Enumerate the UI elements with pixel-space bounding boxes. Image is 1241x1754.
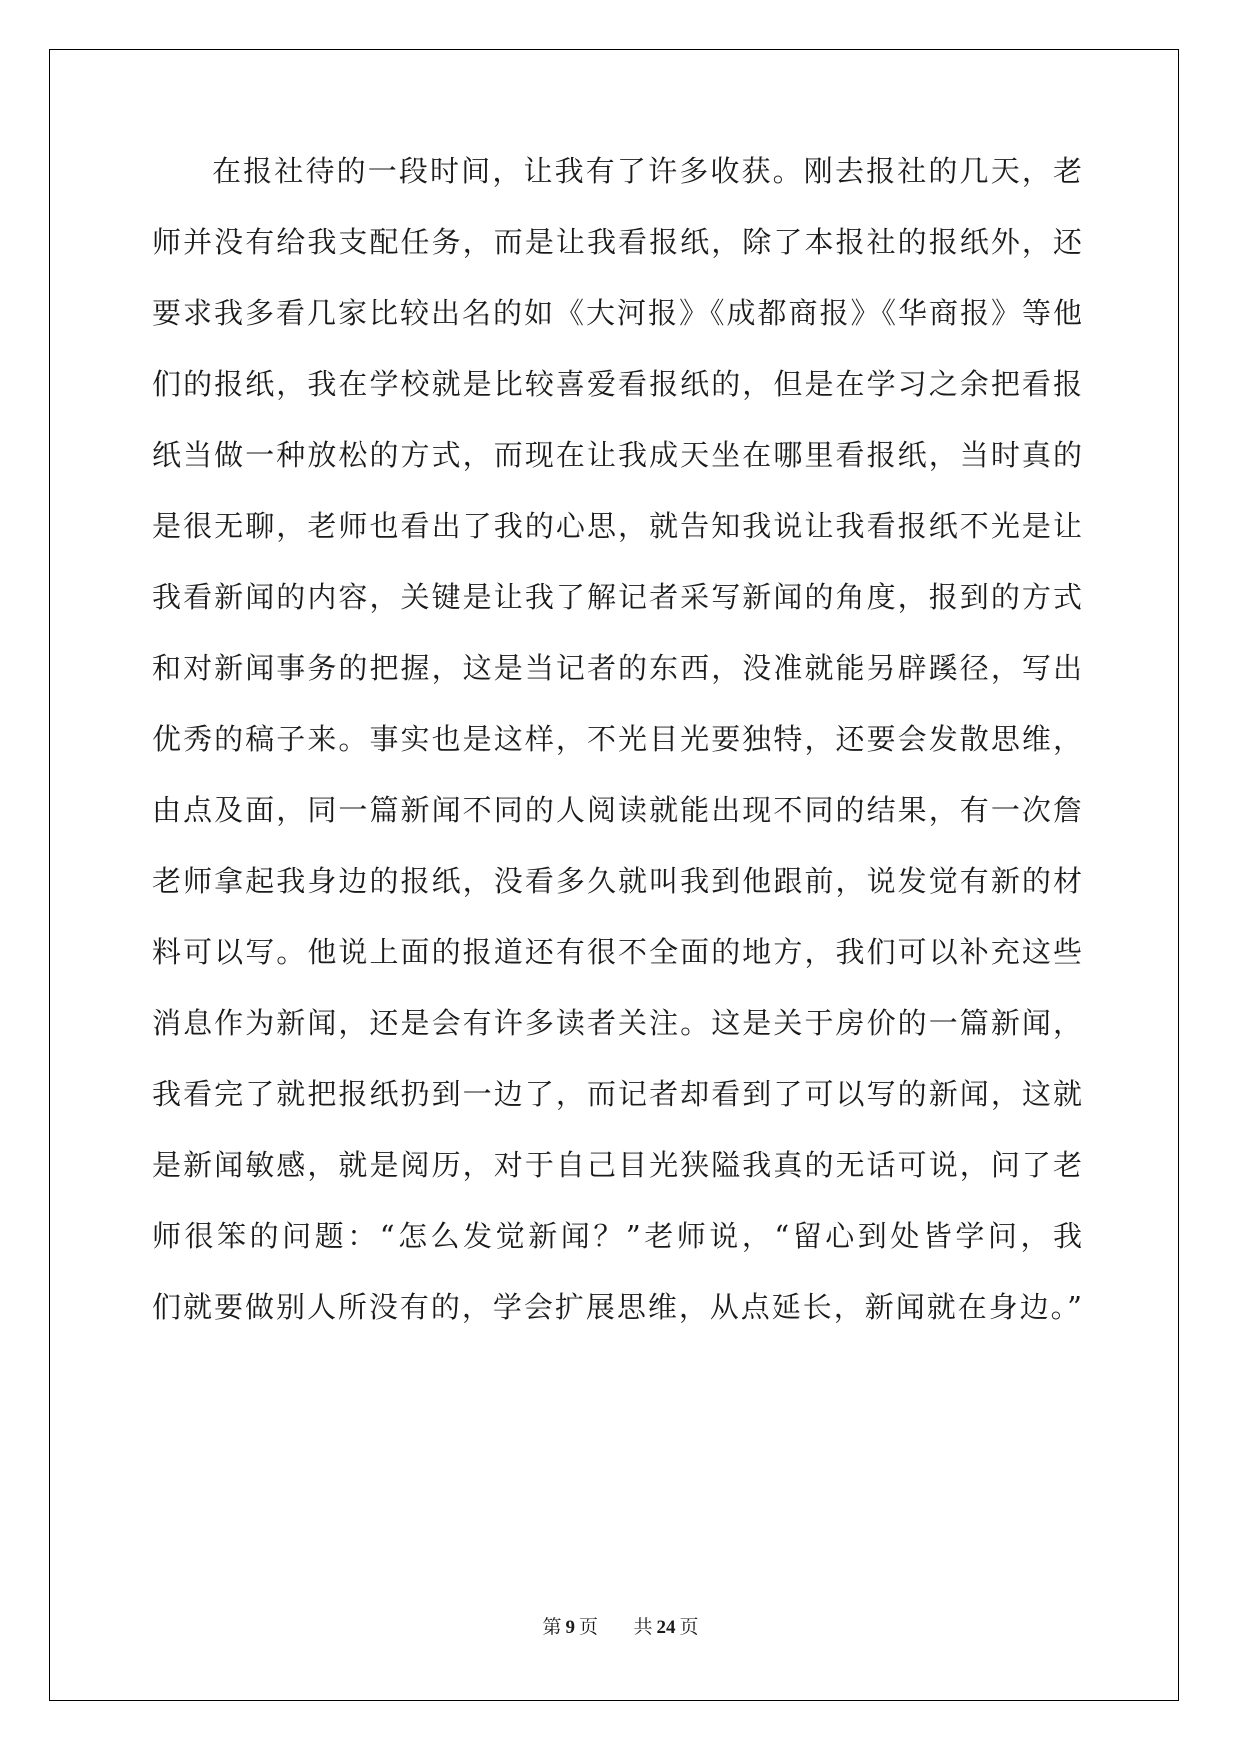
page-prefix: 第 [542,1617,562,1638]
page-footer [0,1612,1241,1639]
text-line: 我看完了就把报纸扔到一边了，而记者却看到了可以写的新闻，这就 [152,1077,1082,1111]
text-line: 老师拿起我身边的报纸，没看多久就叫我到他跟前，说发觉有新的材 [152,864,1082,898]
total-pages: 24 [656,1617,676,1638]
text-line: 和对新闻事务的把握，这是当记者的东西，没准就能另辟蹊径，写出 [152,651,1082,685]
text-line: 师并没有给我支配任务，而是让我看报纸，除了本报社的报纸外，还 [152,225,1082,259]
text-line: 要求我多看几家比较出名的如《大河报》《成都商报》《华商报》等他 [152,296,1082,330]
text-line: 们就要做别人所没有的，学会扩展思维，从点延长，新闻就在身边。” [152,1290,1082,1324]
page-number: 9 [565,1617,575,1638]
page-suffix: 页 [578,1617,598,1638]
text-line: 由点及面，同一篇新闻不同的人阅读就能出现不同的结果，有一次詹 [152,793,1082,827]
text-line: 我看新闻的内容，关键是让我了解记者采写新闻的角度，报到的方式 [152,580,1082,614]
text-line: 料可以写。他说上面的报道还有很不全面的地方，我们可以补充这些 [152,935,1082,969]
text-line: 纸当做一种放松的方式，而现在让我成天坐在哪里看报纸，当时真的 [152,438,1082,472]
text-line: 师很笨的问题：“怎么发觉新闻？”老师说，“留心到处皆学问，我 [152,1219,1082,1253]
text-line: 们的报纸，我在学校就是比较喜爱看报纸的，但是在学习之余把看报 [152,367,1082,401]
total-suffix: 页 [679,1617,699,1638]
text-line: 在报社待的一段时间，让我有了许多收获。刚去报社的几天，老 [212,154,1082,188]
text-line: 是新闻敏感，就是阅历，对于自己目光狭隘我真的无话可说，问了老 [152,1148,1082,1182]
text-line: 优秀的稿子来。事实也是这样，不光目光要独特，还要会发散思维， [152,722,1082,756]
text-line: 是很无聊，老师也看出了我的心思，就告知我说让我看报纸不光是让 [152,509,1082,543]
total-prefix: 共 [633,1617,653,1638]
text-line: 消息作为新闻，还是会有许多读者关注。这是关于房价的一篇新闻， [152,1006,1082,1040]
